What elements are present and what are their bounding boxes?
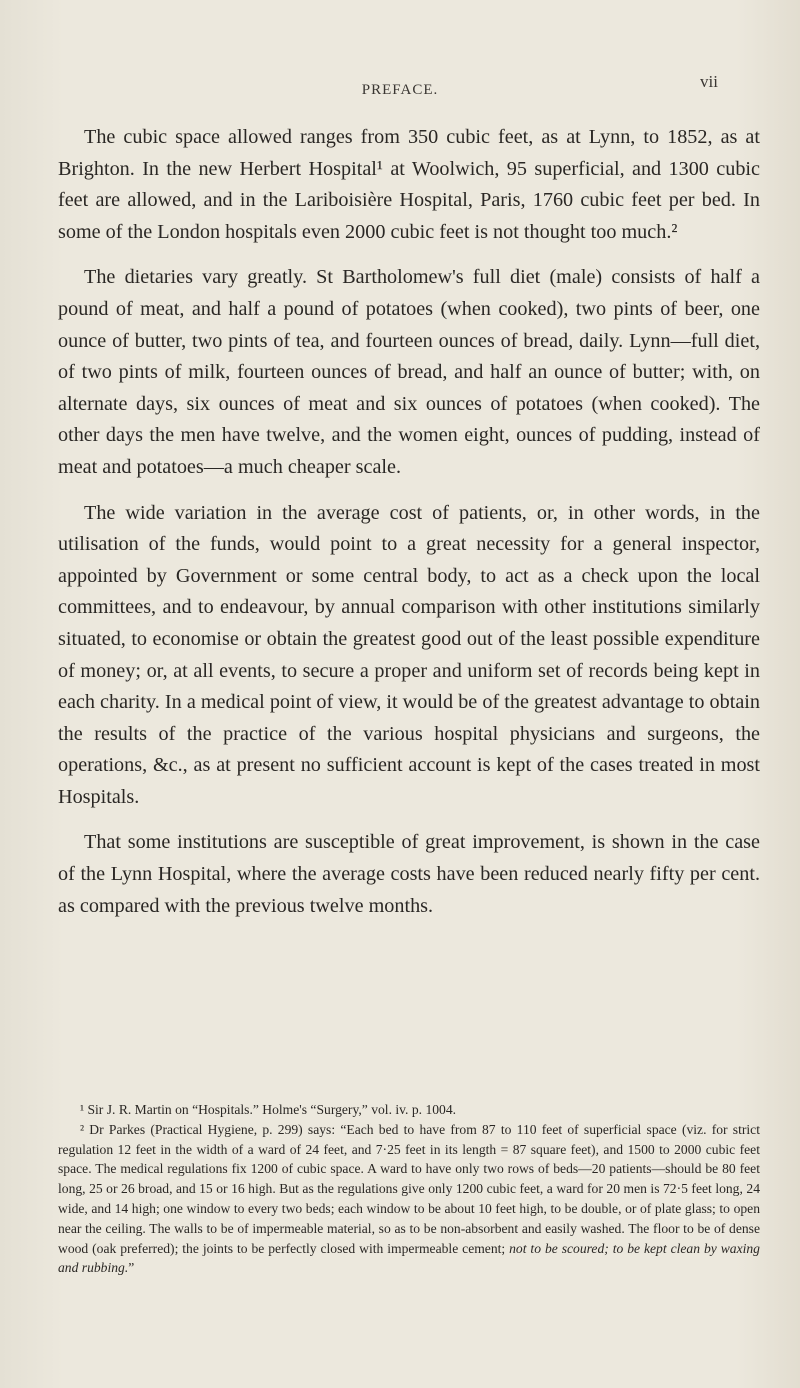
paragraph-lynn-improvement: That some institutions are susceptible of great improvement, is shown in the case of the Lynn Hospital, where the average costs have been reduced nearly fifty per cent. as compared with the previous twelve months. — [58, 831, 760, 917]
footnote-2 — [58, 1120, 760, 1278]
page-number: vii — [700, 72, 718, 91]
paragraph-inspector: The wide variation in the average cost of patients, or, in other words, in the utilisation of the funds, would point to a great necessity for a general inspector, appointed by Government or some central body, to act as a check upon the local committees, and to endeavour, by annual comparison with other institutions similarly situated, to economise or obtain the greatest good out of the least possible expenditure of money; or, at all events, to secure a proper and uniform set of records being kept in each charity. In a medical point of view, it would be of the greatest advantage to obtain the results of the practice of the various hospital physicians and surgeons, the operations, &c., as at present no sufficient account is kept of the cases treated in most Hospitals. — [58, 501, 760, 808]
footnote-2-text: ² Dr Parkes (Practical Hygiene, p. 299) says: “Each bed to have from 87 to 110 feet of superficial space (viz. for strict regulation 12 feet in the width of a ward of 24 feet, and 7·25 feet in its length = 87 square feet), and 1500 to 2000 cubic feet space. The medical regulations fix 1200 of cubic space. A ward to have only two rows of beds—20 patients—should be 80 feet long, 25 or 26 broad, and 15 or 16 high. But as the regulations give only 1200 cubic feet, a ward for 20 men is 72·5 feet long, 24 wide, and 14 high; one window to every two beds; each window to be about 10 feet high, to be double, or of plate glass; to open near the ceiling. The walls to be of impermeable material, so as to be non-absorbent and easily washed. The floor to be of dense wood (oak preferred); the joints to be perfectly closed with impermeable cement; — [58, 1121, 760, 1256]
paragraph-dietaries: The dietaries vary greatly. St Bartholomew's full diet (male) consists of half a pound of meat, and half a pound of potatoes (when cooked), two pints of beer, one ounce of butter, two pints of tea, and fourteen ounces of bread, daily. Lynn—full diet, of two pints of milk, fourteen ounces of bread, and half an ounce of butter; with, on alternate days, six ounces of meat and six ounces of potatoes (when cooked). The other days the men have twelve, and the women eight, ounces of pudding, instead of meat and potatoes—a much cheaper scale. — [58, 266, 760, 478]
body-text — [58, 122, 760, 936]
footnote-2-italic: not to be scoured; to be kept clean by waxing and rubbing. — [58, 1240, 760, 1276]
footnote-2-close-quote: ” — [128, 1260, 135, 1276]
paragraph-cubic-space: The cubic space allowed ranges from 350 cubic feet, as at Lynn, to 1852, as at Brighton. In the new Herbert Hospital¹ at Woolwich, 95 superficial, and 1300 cubic feet are allowed, and in the Lariboisière Hospital, Paris, 1760 cubic feet per bed. In some of the London hospitals even 2000 cubic feet is not thought too much.² — [58, 126, 760, 243]
footnotes — [58, 1100, 760, 1278]
running-head: PREFACE. — [361, 82, 439, 98]
footnote-1: ¹ Sir J. R. Martin on “Hospitals.” Holme's “Surgery,” vol. iv. p. 1004. — [80, 1102, 457, 1117]
